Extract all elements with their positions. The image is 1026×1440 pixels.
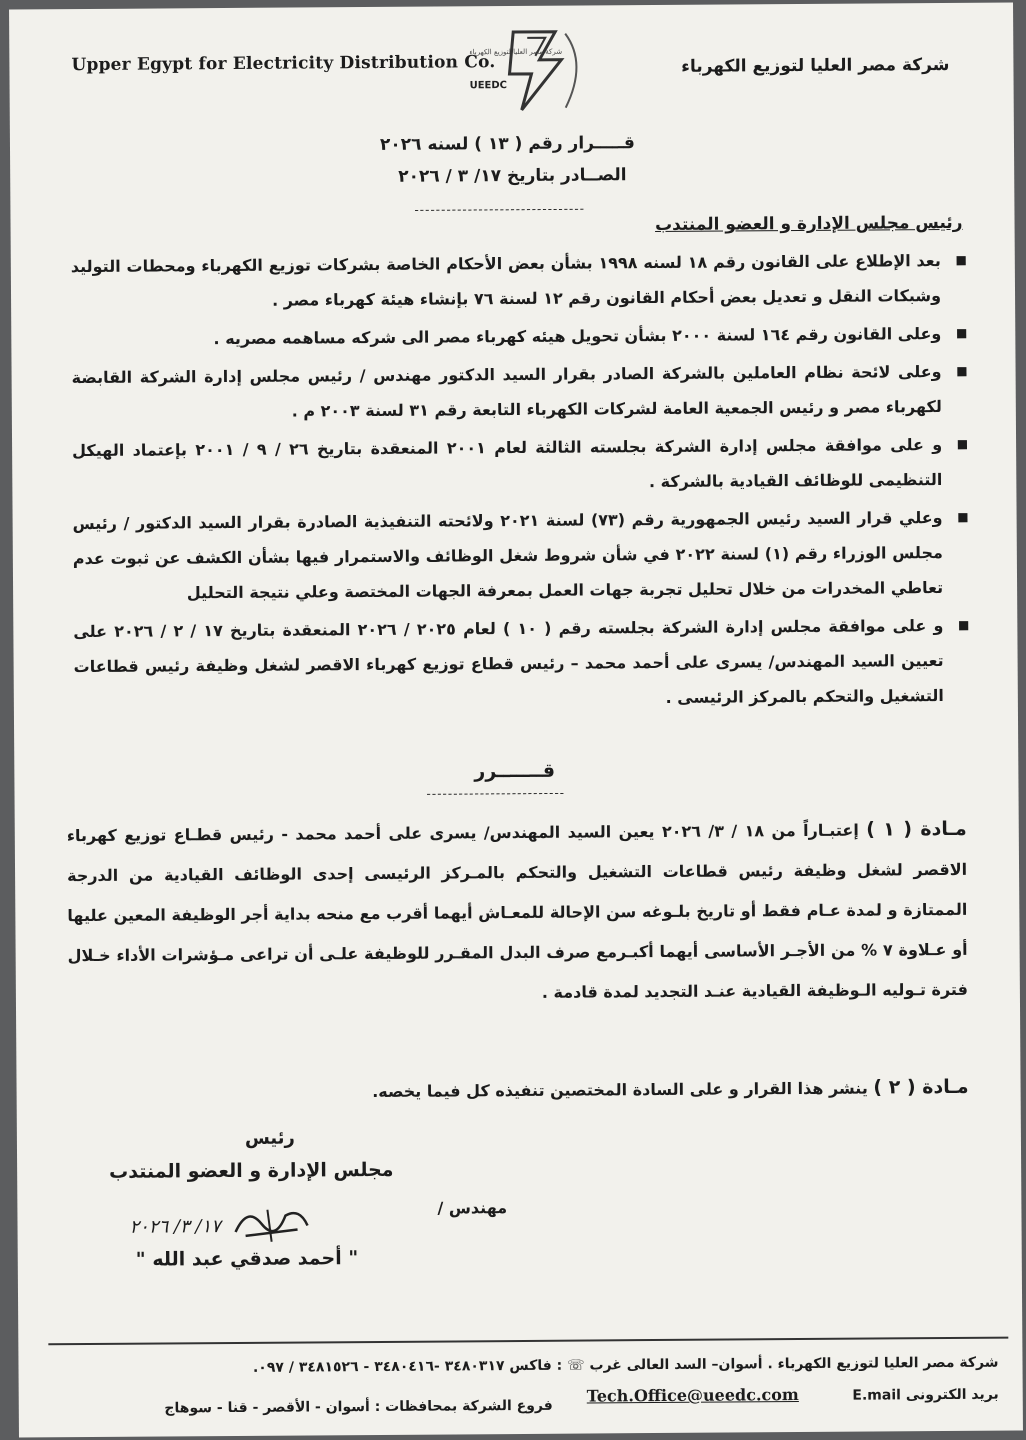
premise-item: ■ و على موافقة مجلس إدارة الشركة بجلسته الثالثة لعام ٢٠٠١ المنعقدة بتاريخ ٢٦ / ٩ / ٢٠٠١ بإعتماد الهيكل التنظيمى للوظائف القيادية بالشركة . <box>72 427 972 503</box>
footer-email-label: بريد الكترونى E.mail <box>852 1386 999 1404</box>
article-label: مـادة ( ٢ ) <box>873 1075 969 1099</box>
article-label: مـادة ( ١ ) <box>866 817 967 841</box>
company-name-arabic: شركة مصر العليا لتوزيع الكهرباء <box>681 54 950 77</box>
title-separator: -------------------------------- <box>414 201 586 217</box>
bullet-icon: ■ <box>956 436 969 451</box>
premise-item: ■ وعلي قرار السيد رئيس الجمهورية رقم (٧٣) لسنة ٢٠٢١ ولائحته التنفيذية الصادرة بقرار السيد الدكتور / رئيس مجلس الوزراء رقم (١) لسنة ٢٠٢٢ في شأن شروط شغل الوظائف والاستمرار فيها بشأن الكشف عن ثبوت عدم تعاطي المخدرات من خلال تحليل تجربة جهات العمل بمعرفة الجهات المختصة وعلي نتيجة التحليل <box>72 500 973 611</box>
article-text: إعتبـاراً من ١٨ / ٣/ ٢٠٢٦ يعين السيد المهندس/ يسرى على أحمد محمد - رئيس قطـاع توزيع كهرباء الاقصر لشغل وظيفة رئيس قطاعات التشغيل والتحكم بالمـركز الرئيسى إحدى الوظائف القيادية من الدرجة الممتازة و لمدة عـام فقط أو تاريخ بلـوغه سن الإحالة للمعـاش أيهما أقرب مع منحه بداية أجر الوظيفة المعين عليها أو عـلاوة ٧ % من الأجـر الأساسى أيهما أكبـرمع صرف البدل المقـرر للوظيفة علـى أن تراعى مـؤشرات الأداء خـلال فترة تـوليه الـوظيفة القيادية عنـد التجديد لمدة قادمة . <box>66 820 968 1002</box>
decision-separator: -------------------------- <box>426 785 566 801</box>
premises-list <box>71 243 974 722</box>
premise-item: ■ بعد الإطلاع على القانون رقم ١٨ لسنه ١٩٩٨ بشأن بعض الأحكام الخاصة بشركات توزيع الكهرباء ومحطات التوليد وشبكات النقل و تعديل بعض أحكام القانون رقم ١٢ لسنة ٧٦ بإنشاء هيئة كهرباء مصر . <box>71 243 971 319</box>
bullet-icon: ■ <box>957 509 969 524</box>
decision-date: الصــادر بتاريخ ١٧/ ٣ / ٢٠٢٦ <box>398 165 627 187</box>
logo-abbreviation: UEEDC <box>469 80 508 92</box>
decision-heading: قـــــــرر <box>474 759 556 783</box>
handwritten-date: ١٧/ ٣/ ٢٠٢٦ <box>129 1216 221 1238</box>
footer-email[interactable]: Tech.Office@ueedc.com <box>586 1385 799 1406</box>
signature-title-2: مجلس الإدارة و العضو المنتدب <box>109 1158 394 1183</box>
premise-item: ■ وعلى القانون رقم ١٦٤ لسنة ٢٠٠٠ بشأن تحويل هيئه كهرباء مصر الى شركه مساهمه مصريه . <box>71 316 971 357</box>
signature-scribble-icon <box>227 1201 317 1246</box>
company-name-english: Upper Egypt for Electricity Distribution Co. <box>71 52 496 76</box>
article-1 <box>67 809 968 1016</box>
bullet-icon: ■ <box>956 363 968 378</box>
bullet-icon: ■ <box>955 325 968 340</box>
document-page <box>9 3 1023 1438</box>
logo-arabic-text: شركة مصر العليا لتوزيع الكهرباء <box>469 47 563 57</box>
footer-address: شركة مصر العليا لتوزيع الكهرباء . أسوان– السد العالى غرب ☏ : فاكس ٣٤٨٠٣١٧ -٣٤٨٠٤١٦ - ٣٤٨١٥٢٦ / ٠٩٧. <box>252 1354 999 1376</box>
footer-divider <box>48 1337 1008 1346</box>
premise-item: ■ و على موافقة مجلس إدارة الشركة بجلسته رقم ( ١٠ ) لعام ٢٠٢٥ / ٢٠٢٦ المنعقدة بتاريخ ١٧ / ٢ / ٢٠٢٦ على تعيين السيد المهندس/ يسرى على أحمد محمد – رئيس قطاع توزيع كهرباء الاقصر لشغل وظيفة رئيس قطاعات التشغيل والتحكم بالمركز الرئيسى . <box>73 608 974 719</box>
signatory-name: " أحمد صدقي عبد الله " <box>135 1247 359 1271</box>
bullet-icon: ■ <box>955 252 967 267</box>
premise-item: ■ وعلى لائحة نظام العاملين بالشركة الصادر بقرار السيد الدكتور مهندس / رئيس مجلس إدارة الشركة القابضة لكهرباء مصر و رئيس الجمعية العامة لشركات الكهرباء التابعة رقم ٣١ لسنة ٢٠٠٣ م . <box>71 354 971 430</box>
article-text: ينشر هذا القرار و على السادة المختصين تنفيذه كل فيما يخصه. <box>372 1078 868 1102</box>
signature-title-1: رئيس <box>244 1127 295 1149</box>
decision-number: قـــــرار رقم ( ١٣ ) لسنه ٢٠٢٦ <box>379 133 635 155</box>
footer-branches: فروع الشركة بمحافظات : أسوان - الأقصر - قنا - سوهاج <box>164 1397 553 1417</box>
bullet-icon: ■ <box>957 617 970 632</box>
issuer-title: رئيس مجلس الإدارة و العضو المنتدب <box>654 212 963 236</box>
article-2 <box>68 1067 968 1114</box>
company-logo <box>461 23 592 116</box>
engineer-label: مهندس / <box>437 1198 508 1218</box>
